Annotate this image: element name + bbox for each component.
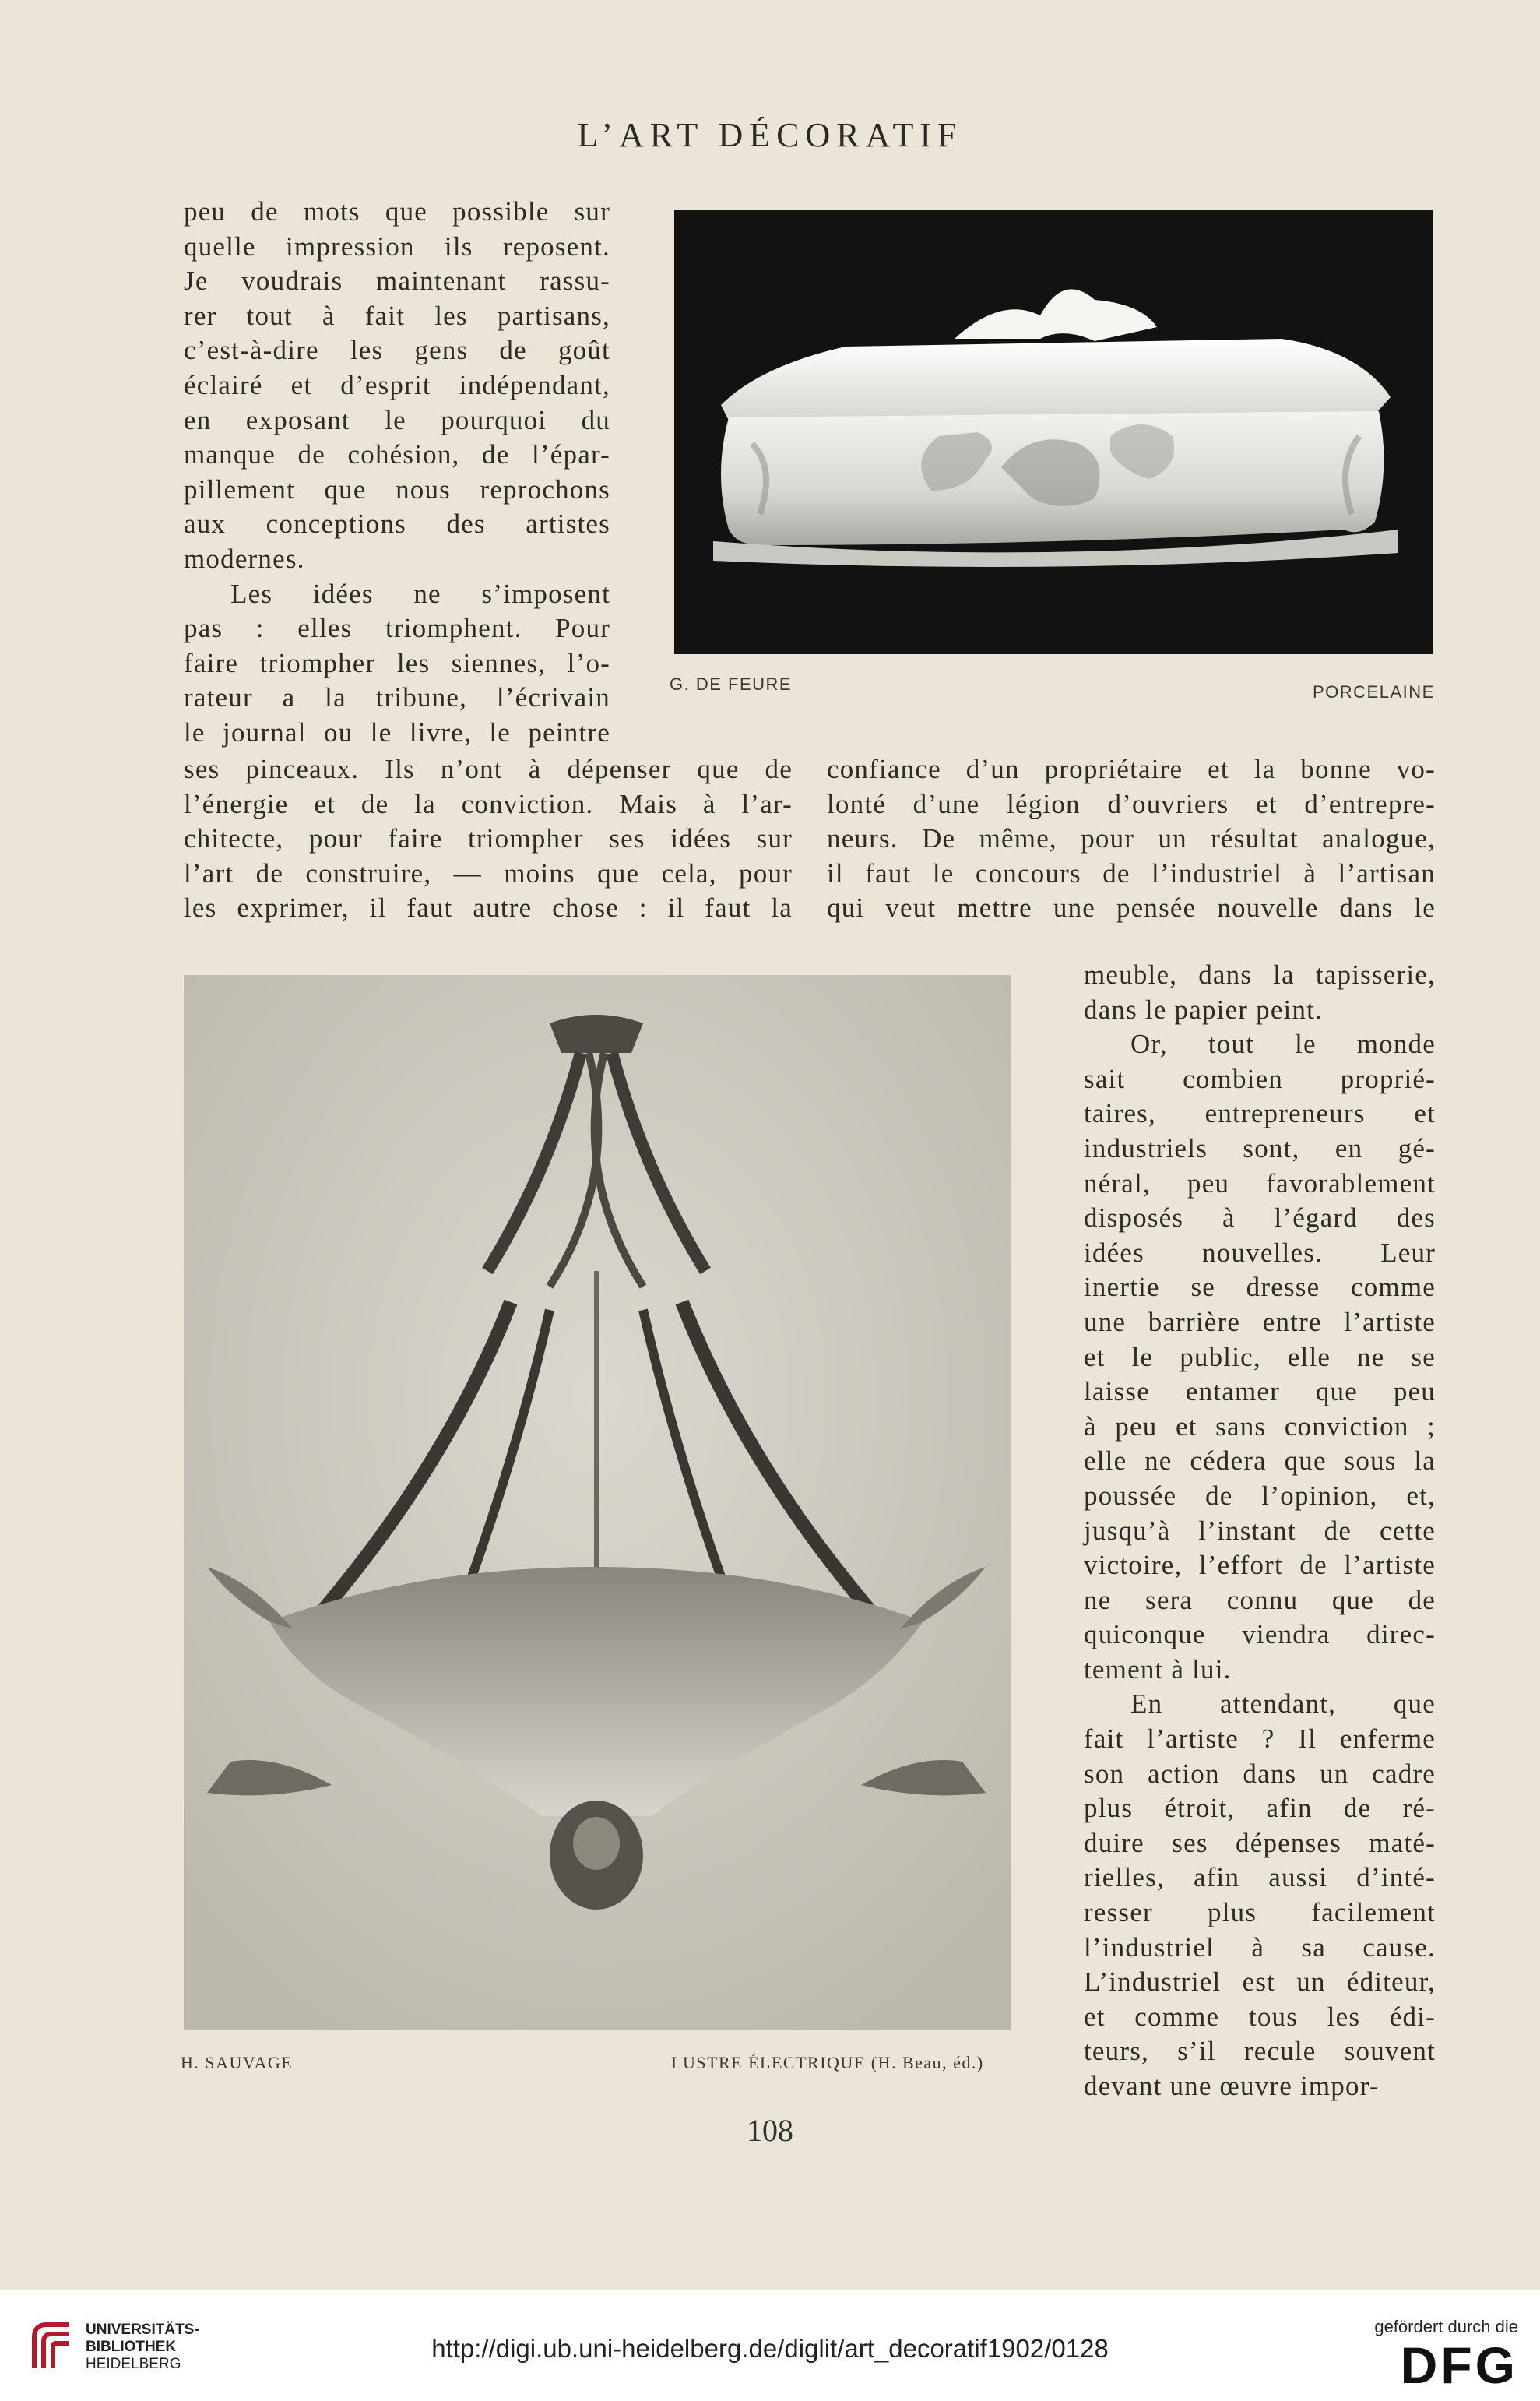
- caption-lamp-title: LUSTRE ÉLECTRIQUE (H. Beau, éd.): [671, 2053, 984, 2072]
- text-line: à peu et sans conviction ;: [1084, 1410, 1436, 1442]
- text-line: En attendant, que: [1130, 1688, 1436, 1720]
- text-line: il faut le concours de l’industriel à l’artisan: [827, 857, 1436, 889]
- text-line: et comme tous les édi-: [1084, 2001, 1436, 2032]
- text-line: l’énergie et de la conviction. Mais à l’ar-: [184, 788, 793, 819]
- text-line: l’art de construire, — moins que cela, pour: [184, 857, 793, 889]
- text-line: Je voudrais maintenant rassu-: [184, 266, 610, 297]
- digitization-footer: [0, 2290, 1540, 2401]
- porcelain-box-photo: [674, 210, 1433, 654]
- text-line: teurs, s’il recule souvent: [1084, 2036, 1436, 2067]
- library-name-line2: BIBLIOTHEK: [86, 2339, 177, 2355]
- text-line: aux conceptions des artistes: [184, 509, 610, 540]
- text-line: Or, tout le monde: [1130, 1029, 1436, 1060]
- text-line: sait combien proprié-: [1084, 1063, 1436, 1094]
- text-line: son action dans un cadre: [1084, 1758, 1436, 1789]
- library-name-line1: UNIVERSITÄTS-: [86, 2322, 199, 2338]
- text-line: modernes.: [184, 543, 305, 574]
- text-line: ne sera connu que de: [1084, 1584, 1436, 1615]
- caption-box-artist: G. DE FEURE: [670, 674, 793, 694]
- text-line: néral, peu favorablement: [1084, 1167, 1436, 1199]
- funding-text: gefördert durch die: [1374, 2317, 1518, 2336]
- text-column-middle-right: [827, 752, 1436, 926]
- page-number: 108: [747, 2113, 793, 2148]
- text-line: inertie se dresse comme: [1084, 1272, 1436, 1303]
- text-line: tement à lui.: [1084, 1653, 1232, 1685]
- text-line: taires, entrepreneurs et: [1084, 1098, 1436, 1129]
- text-line: resser plus facilement: [1084, 1897, 1436, 1928]
- text-line: rer tout à fait les partisans,: [184, 300, 610, 331]
- text-line: fait l’artiste ? Il enferme: [1084, 1723, 1436, 1755]
- text-line: rateur a la tribune, l’écrivain: [184, 682, 610, 713]
- text-line: pas : elles triomphent. Pour: [184, 613, 610, 644]
- source-url-link[interactable]: http://digi.ub.uni-heidelberg.de/diglit/art_decoratif1902/0128: [431, 2334, 1109, 2363]
- text-line: duire ses dépenses maté-: [1084, 1827, 1436, 1858]
- text-line: c’est-à-dire les gens de goût: [184, 335, 610, 366]
- text-line: et le public, elle ne se: [1084, 1341, 1436, 1372]
- text-line: plus étroit, afin de ré-: [1084, 1793, 1436, 1824]
- text-line: manque de cohésion, de l’épar-: [184, 439, 610, 470]
- text-line: le journal ou le livre, le peintre: [184, 716, 610, 748]
- text-line: L’industriel est un éditeur,: [1084, 1966, 1436, 1998]
- text-line: disposés à l’égard des: [1084, 1202, 1436, 1234]
- caption-box-material: PORCELAINE: [1313, 682, 1435, 702]
- text-line: confiance d’un propriétaire et la bonne vo-: [827, 754, 1436, 784]
- text-line: laisse entamer que peu: [1084, 1376, 1436, 1407]
- text-line: Les idées ne s’imposent: [230, 578, 610, 609]
- text-line: dans le papier peint.: [1084, 994, 1324, 1025]
- text-line: victoire, l’effort de l’artiste: [1084, 1550, 1436, 1581]
- text-line: jusqu’à l’instant de cette: [1084, 1515, 1436, 1546]
- text-line: quelle impression ils reposent.: [184, 231, 610, 262]
- text-line: éclairé et d’esprit indépendant,: [184, 369, 610, 400]
- text-line: poussée de l’opinion, et,: [1084, 1480, 1436, 1511]
- text-line: rielles, afin aussi d’inté-: [1084, 1862, 1436, 1893]
- library-name-line3: HEIDELBERG: [86, 2356, 181, 2372]
- chandelier-illustration: [184, 975, 1011, 2030]
- text-column-right: [1084, 958, 1436, 2104]
- text-line: chitecte, pour faire triompher ses idées sur: [184, 823, 793, 854]
- electric-chandelier-photo: [184, 975, 1011, 2030]
- text-line: l’industriel à sa cause.: [1084, 1931, 1436, 1963]
- text-line: faire triompher les siennes, l’o-: [184, 647, 610, 678]
- text-line: industriels sont, en gé-: [1084, 1132, 1436, 1164]
- text-line: qui veut mettre une pensée nouvelle dans le: [827, 892, 1436, 924]
- text-column-top-left: [184, 195, 610, 751]
- text-line: peu de mots que possible sur: [184, 196, 610, 227]
- text-line: meuble, dans la tapisserie,: [1084, 959, 1436, 990]
- text-line: elle ne cédera que sous la: [1084, 1445, 1436, 1477]
- text-line: en exposant le pourquoi du: [184, 404, 610, 435]
- text-line: lonté d’une légion d’ouvriers et d’entrepre-: [827, 788, 1436, 819]
- text-line: idées nouvelles. Leur: [1084, 1237, 1436, 1268]
- text-line: neurs. De même, pour un résultat analogue,: [827, 823, 1436, 854]
- text-line: une barrière entre l’artiste: [1084, 1306, 1436, 1337]
- text-line: les exprimer, il faut autre chose : il faut la: [184, 892, 793, 924]
- dfg-logo: DFG: [1400, 2336, 1518, 2394]
- text-line: quiconque viendra direc-: [1084, 1619, 1436, 1650]
- text-line: ses pinceaux. Ils n’ont à dépenser que de: [184, 754, 793, 784]
- text-line: pillement que nous reprochons: [184, 474, 610, 505]
- text-column-middle-left: [184, 752, 793, 926]
- text-line: devant une œuvre impor-: [1084, 2071, 1380, 2101]
- porcelain-box-illustration: [674, 210, 1433, 654]
- caption-lamp-artist: H. SAUVAGE: [181, 2053, 294, 2072]
- running-title: L’ART DÉCORATIF: [577, 116, 963, 154]
